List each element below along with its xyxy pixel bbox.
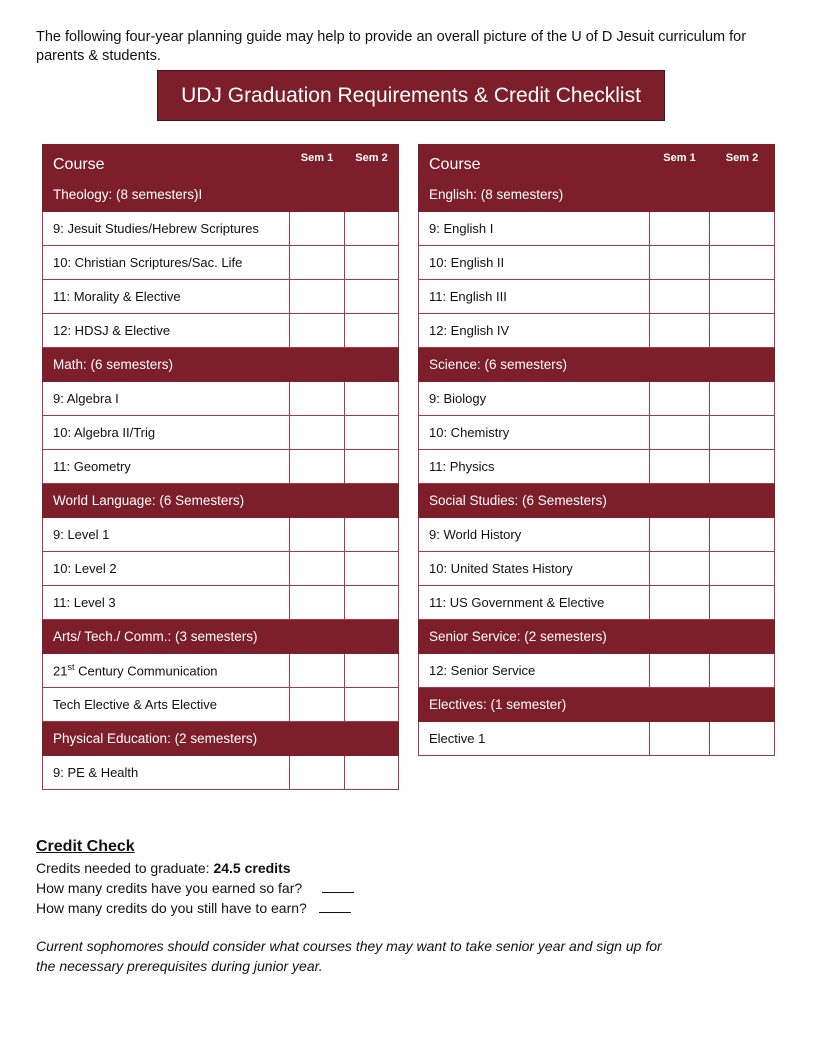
course-name: 9: Algebra I [43,382,290,416]
sem1-checkbox[interactable] [650,552,710,586]
section-title: English: (8 semesters) [419,178,775,212]
course-name: 10: Chemistry [419,416,650,450]
sem1-checkbox[interactable] [650,722,710,756]
section-title: World Language: (6 Semesters) [43,484,399,518]
sem1-header: Sem 1 [650,145,710,178]
credits-earned-blank[interactable] [322,878,354,893]
course-name-rest: Century Communication [74,663,218,679]
course-row [419,212,775,246]
section-row-science [419,348,775,382]
course-name: 10: Algebra II/Trig [43,416,290,450]
sem1-checkbox[interactable] [290,382,345,416]
course-header: Course [43,145,290,178]
course-row [419,416,775,450]
course-row [43,654,399,688]
section-row-world-language [43,484,399,518]
sem2-checkbox[interactable] [345,756,399,790]
course-name [43,654,290,688]
section-title: Math: (6 semesters) [43,348,399,382]
section-row-electives [419,688,775,722]
credits-earned-question: How many credits have you earned so far? [36,880,303,896]
sophomore-note: Current sophomores should consider what courses they may want to take senior year and sign up for the necessary prerequisites during junior year. [36,938,662,974]
section-row-theology [43,178,399,212]
course-name: 10: Level 2 [43,552,290,586]
course-row [43,314,399,348]
course-row [43,688,399,722]
course-name: 9: Jesuit Studies/Hebrew Scriptures [43,212,290,246]
section-row-arts-tech-comm [43,620,399,654]
course-name: 9: Level 1 [43,518,290,552]
course-row [43,756,399,790]
sem1-checkbox[interactable] [290,654,345,688]
section-row-math [43,348,399,382]
course-row [43,382,399,416]
course-name: 10: English II [419,246,650,280]
sem1-checkbox[interactable] [650,314,710,348]
sem2-checkbox[interactable] [345,382,399,416]
sem1-checkbox[interactable] [650,212,710,246]
credit-check-heading: Credit Check [36,838,135,855]
sem2-checkbox[interactable] [710,382,775,416]
sem2-checkbox[interactable] [710,586,775,620]
course-row [43,450,399,484]
sem2-checkbox[interactable] [345,518,399,552]
sem2-header: Sem 2 [710,145,775,178]
sem1-checkbox[interactable] [650,382,710,416]
sem2-checkbox[interactable] [710,518,775,552]
course-name: 9: English I [419,212,650,246]
course-row [43,246,399,280]
sem1-checkbox[interactable] [290,314,345,348]
right-checklist-table [418,144,775,756]
course-name: 9: Biology [419,382,650,416]
credits-needed-line [36,858,676,878]
sem2-checkbox[interactable] [710,450,775,484]
section-row-social-studies [419,484,775,518]
sem2-checkbox[interactable] [345,450,399,484]
section-row-physical-education [43,722,399,756]
course-name: 11: Physics [419,450,650,484]
course-name: 11: Morality & Elective [43,280,290,314]
course-row [419,552,775,586]
credits-earned-line [36,878,676,898]
course-row [419,246,775,280]
sem2-checkbox[interactable] [345,688,399,722]
section-row-senior-service [419,620,775,654]
sem2-checkbox[interactable] [345,586,399,620]
sem2-checkbox[interactable] [345,552,399,586]
sem1-checkbox[interactable] [290,756,345,790]
course-row [419,382,775,416]
sem1-checkbox[interactable] [650,654,710,688]
sem1-checkbox[interactable] [650,416,710,450]
sem1-checkbox[interactable] [290,450,345,484]
course-name: 12: Senior Service [419,654,650,688]
course-name: 11: US Government & Elective [419,586,650,620]
sem1-checkbox[interactable] [290,518,345,552]
section-title: Theology: (8 semesters)I [43,178,399,212]
ordinal-suffix: st [67,662,75,673]
credits-needed-value: 24.5 credits [213,860,291,876]
sem2-checkbox[interactable] [345,246,399,280]
course-name: 11: Level 3 [43,586,290,620]
sem2-checkbox[interactable] [710,722,775,756]
course-row [419,518,775,552]
section-title: Science: (6 semesters) [419,348,775,382]
course-name: Tech Elective & Arts Elective [43,688,290,722]
sem1-checkbox[interactable] [650,280,710,314]
sem2-checkbox[interactable] [345,314,399,348]
sem1-checkbox[interactable] [290,212,345,246]
intro-text: The following four-year planning guide may help to provide an overall picture of the U of D Jesuit curriculum for parents & students. [36,29,747,64]
section-title: Electives: (1 semester) [419,688,775,722]
section-title: Senior Service: (2 semesters) [419,620,775,654]
sem1-checkbox[interactable] [650,450,710,484]
sem1-header: Sem 1 [290,145,345,178]
section-title: Physical Education: (2 semesters) [43,722,399,756]
sem2-checkbox[interactable] [345,416,399,450]
table-header-row [43,145,399,178]
course-header: Course [419,145,650,178]
sem2-checkbox[interactable] [710,552,775,586]
course-row [419,450,775,484]
sem1-checkbox[interactable] [290,586,345,620]
course-row [419,314,775,348]
course-name: 12: HDSJ & Elective [43,314,290,348]
table-header-row [419,145,775,178]
course-row [419,654,775,688]
section-title: Social Studies: (6 Semesters) [419,484,775,518]
sem1-checkbox[interactable] [290,552,345,586]
course-name: 10: Christian Scriptures/Sac. Life [43,246,290,280]
course-row [43,552,399,586]
sem2-checkbox[interactable] [345,212,399,246]
course-row [419,586,775,620]
sem2-checkbox[interactable] [710,654,775,688]
sem2-checkbox[interactable] [345,654,399,688]
course-name: 11: Geometry [43,450,290,484]
sem1-checkbox[interactable] [650,586,710,620]
sem2-checkbox[interactable] [710,416,775,450]
course-name: 12: English IV [419,314,650,348]
sem2-checkbox[interactable] [345,280,399,314]
sem2-checkbox[interactable] [710,212,775,246]
sem1-checkbox[interactable] [290,280,345,314]
course-row [419,722,775,756]
credits-remaining-question: How many credits do you still have to earn? [36,900,307,916]
sem2-checkbox[interactable] [710,246,775,280]
sem1-checkbox[interactable] [290,416,345,450]
course-row [419,280,775,314]
sem1-checkbox[interactable] [290,246,345,280]
course-row [43,416,399,450]
credit-check-section [36,836,676,918]
credits-remaining-line [36,898,676,918]
sem2-checkbox[interactable] [710,280,775,314]
sem1-checkbox[interactable] [650,246,710,280]
sem1-checkbox[interactable] [650,518,710,552]
course-name: 9: World History [419,518,650,552]
course-row [43,212,399,246]
course-name: 9: PE & Health [43,756,290,790]
course-row [43,586,399,620]
course-row [43,518,399,552]
credits-needed-label: Credits needed to graduate: [36,860,214,876]
course-name: 11: English III [419,280,650,314]
course-name: 10: United States History [419,552,650,586]
section-title: Arts/ Tech./ Comm.: (3 semesters) [43,620,399,654]
sem2-header: Sem 2 [345,145,399,178]
credits-remaining-blank[interactable] [319,898,351,913]
sem2-checkbox[interactable] [710,314,775,348]
page-title-banner: UDJ Graduation Requirements & Credit Checklist [157,70,665,121]
left-checklist-table [42,144,399,790]
section-row-english [419,178,775,212]
sem1-checkbox[interactable] [290,688,345,722]
course-row [43,280,399,314]
course-number: 21 [53,663,68,679]
course-name: Elective 1 [419,722,650,756]
